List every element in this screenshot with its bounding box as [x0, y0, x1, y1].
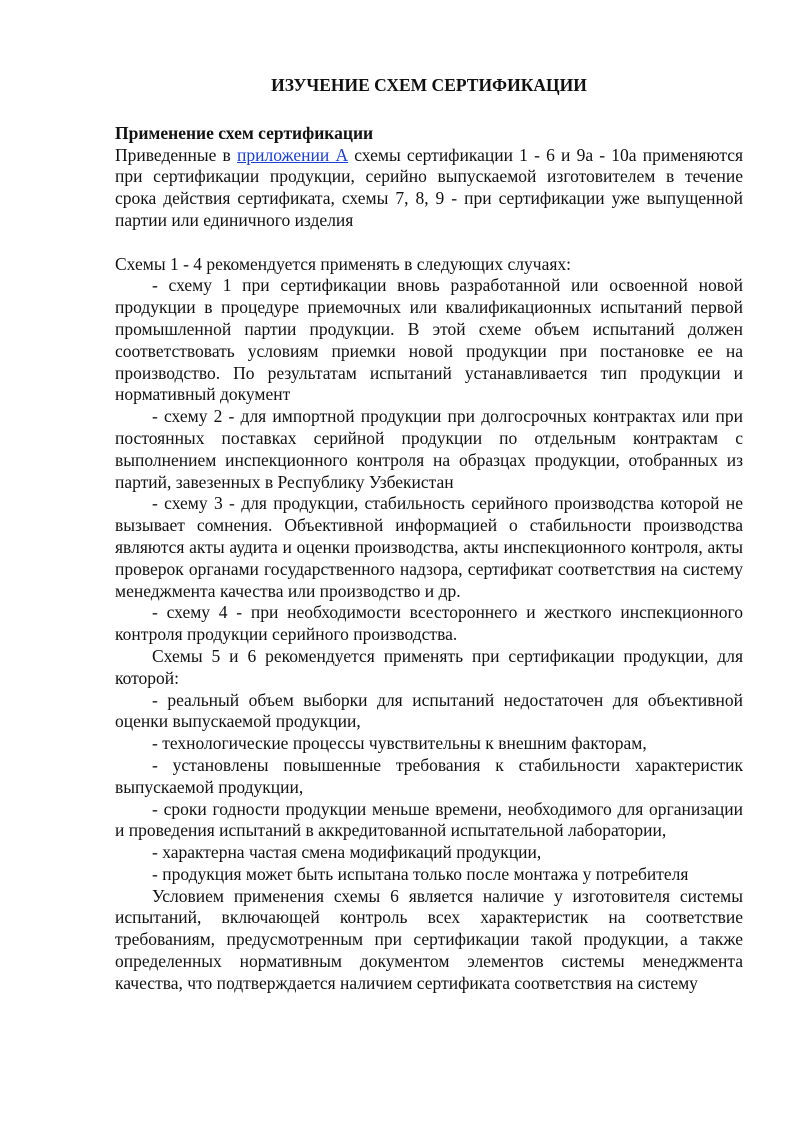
condition-item: - характерна частая смена модификаций продукции,	[152, 842, 542, 863]
scheme-1-paragraph: - схему 1 при сертификации вновь разработанной или освоенной новой продукции в процедуре приемочных или квалификационных испытаний первой промышленной партии продукции. В этой схеме объем испытаний должен соответствовать условиям приемки новой продукции при постановке ее на производство. По результатам испытаний устанавливается тип продукции и нормативный документ	[115, 275, 743, 405]
intro-paragraph	[115, 145, 743, 232]
scheme-6-condition-paragraph: Условием применения схемы 6 является наличие у изготовителя системы испытаний, включающей контроль всех характеристик на соответствие требованиям, предусмотренным при сертификации такой продукции, а также определенных нормативным документом элементов системы менеджмента качества, что подтверждается наличием сертификата соответствия на систему	[115, 885, 743, 993]
scheme-4-paragraph: - схему 4 - при необходимости всестороннего и жесткого инспекционного контроля продукции серийного производства.	[115, 602, 743, 645]
scheme-3-paragraph: - схему 3 - для продукции, стабильность серийного производства которой не вызывает сомнения. Объективной информацией о стабильности производства являются акты аудита и оценки производства, акты инспекционного контроля, акты проверок органами государственного надзора, сертификат соответствия на систему менеджмента качества или производство и др.	[115, 493, 743, 601]
condition-item: - реальный объем выборки для испытаний недостаточен для объективной оценки выпускаемой продукции,	[115, 689, 743, 732]
page-title: ИЗУЧЕНИЕ СХЕМ СЕРТИФИКАЦИИ	[271, 75, 587, 95]
schemes-5-6-intro: Схемы 5 и 6 рекомендуется применять при сертификации продукции, для которой:	[115, 645, 743, 688]
schemes-1-4-intro: Схемы 1 - 4 рекомендуется применять в следующих случаях:	[115, 253, 571, 274]
section-heading: Применение схем сертификации	[115, 122, 374, 143]
intro-text-before-link: Приведенные в	[115, 144, 238, 165]
condition-item: - технологические процессы чувствительны к внешним факторам,	[152, 733, 647, 754]
appendix-a-link[interactable]: приложении А	[237, 144, 349, 165]
intro-text-after-link: схемы сертификации 1 - 6 и 9а - 10а применяются при сертификации продукции, серийно выпускаемой изготовителем в течение срока действия сертификата, схемы 7, 8, 9 - при сертификации уже выпущенной партии или единичного изделия	[115, 144, 744, 230]
condition-item: - установлены повышенные требования к стабильности характеристик выпускаемой продукции,	[115, 754, 743, 797]
paragraph-spacer	[115, 232, 743, 254]
scheme-2-paragraph: - схему 2 - для импортной продукции при долгосрочных контрактах или при постоянных поставках серийной продукции по отдельным контрактам с выполнением инспекционного контроля на образцах продукции, отобранных из партий, завезенных в Республику Узбекистан	[115, 406, 743, 492]
condition-item: - сроки годности продукции меньше времени, необходимого для организации и проведения испытаний в аккредитованной испытательной лаборатории,	[115, 798, 743, 841]
condition-item: - продукция может быть испытана только после монтажа у потребителя	[152, 863, 689, 884]
